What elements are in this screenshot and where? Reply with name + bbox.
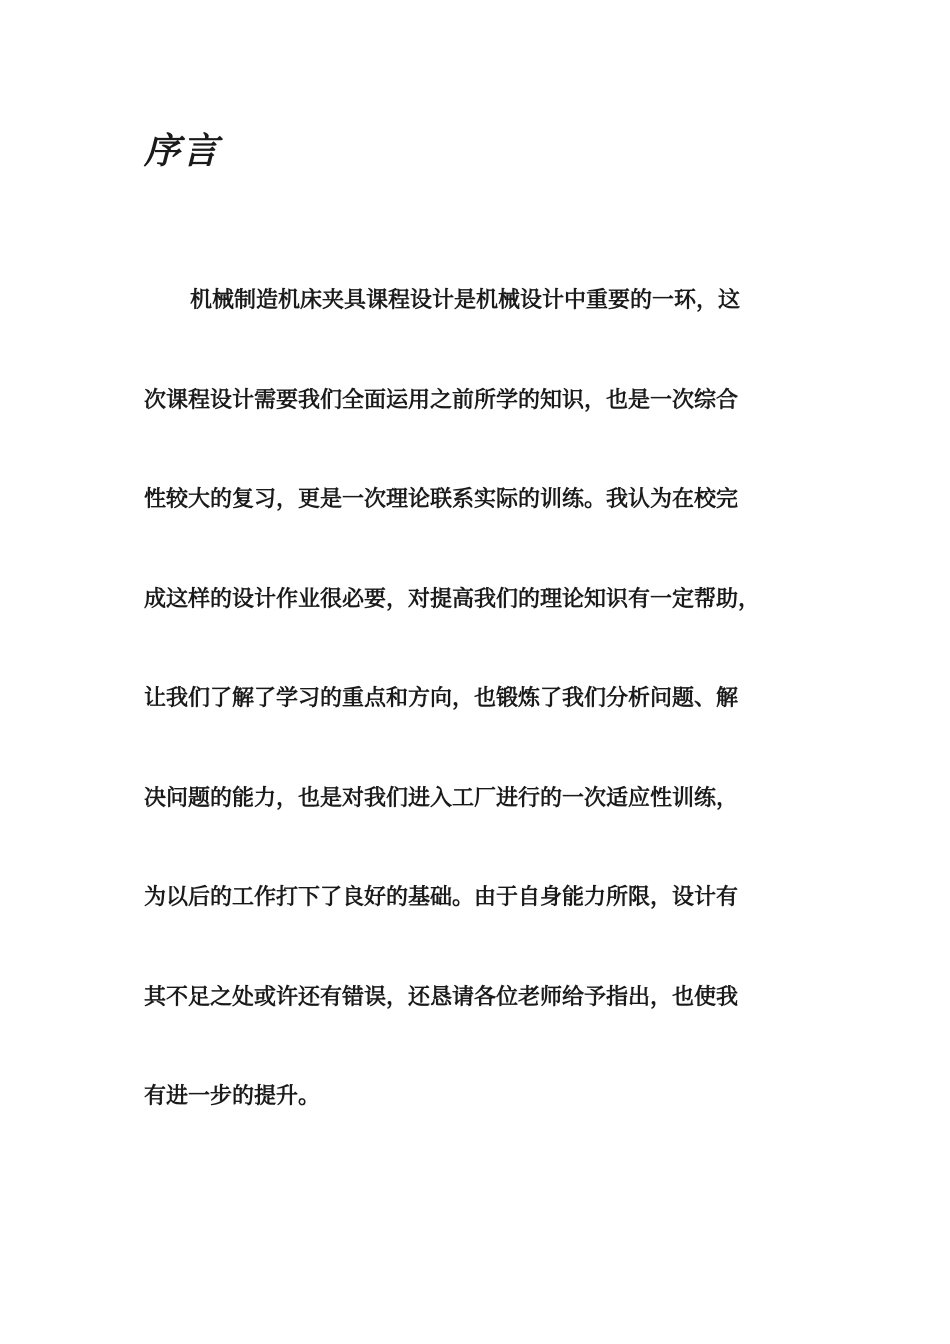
- paragraph-line: 决问题的能力，也是对我们进入工厂进行的一次适应性训练，: [144, 786, 739, 811]
- paragraph-line: 机械制造机床夹具课程设计是机械设计中重要的一环，这: [190, 288, 741, 313]
- paragraph-line: 有进一步的提升。: [144, 1084, 321, 1109]
- paragraph-line: 让我们了解了学习的重点和方向，也锻炼了我们分析问题、解: [144, 686, 739, 711]
- paragraph-line: 性较大的复习，更是一次理论联系实际的训练。我认为在校完: [144, 487, 739, 512]
- paragraph-line: 其不足之处或许还有错误，还恳请各位老师给予指出，也使我: [144, 985, 739, 1010]
- paragraph-line: 次课程设计需要我们全面运用之前所学的知识，也是一次综合: [144, 388, 739, 413]
- page-title: 序言: [144, 131, 221, 172]
- paragraph-line: 为以后的工作打下了良好的基础。由于自身能力所限，设计有: [144, 885, 739, 910]
- paragraph-line: 成这样的设计作业很必要，对提高我们的理论知识有一定帮助，: [144, 587, 761, 612]
